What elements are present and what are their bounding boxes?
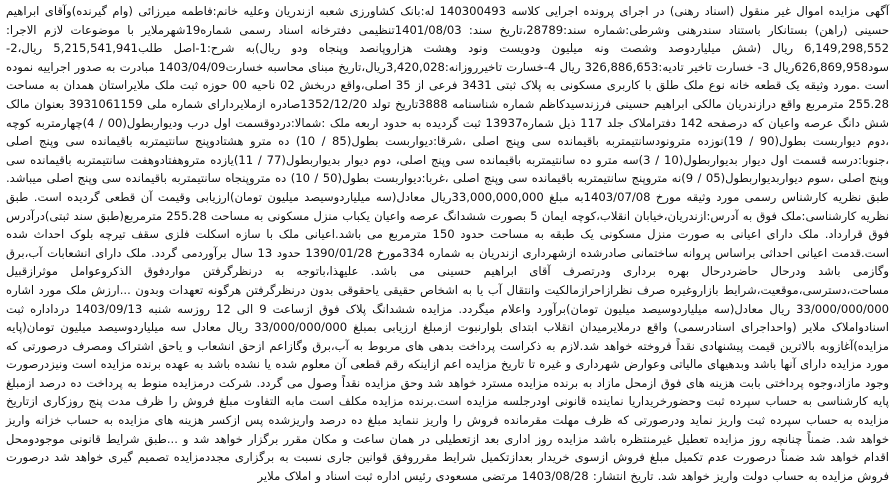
auction-notice-text: آگهی مزایده اموال غیر منقول (اسناد رهنی) در اجرای پرونده اجرایی کلاسه 140300493 له:بانک کشاورزی شعبه ازندریان وعلیه خانم:فاطمه میرزائی (وام گیرنده)وآقای ابراهیم حسینی (راهن) بستانکار باستناد سندرهنی وشرطی:شماره سند:28789،تاریخ سند: 1401/08/03تنظیمی دفترخانه اسناد رسمی شماره19شهرملایر با موضوعات لازم الاجرا: 6,149,298,552 ریال (شش میلیاردوصد وشصت ونه میلیون ودویست ونود وهشت هزاروپانصد وپنجاه ودو ریال)به شرح:1-اصل طلب5,215,541,941 ریال،2- سود626,869,958ریال 3- خسارت تاخیر تادیه:326,886,653 ریال 4-خسارت تاخیرروزانه:3,420,028ریال،تاریخ مبنای محاسبه خسارت1403/04/09 مبادرت به صدور اجراییه نموده است .مورد وثیقه یک قطعه خانه نوع ملک طلق با کاربری مسکونی به پلاک ثبتی 3431 فرعی از 35 اصلی،واقع دربخش 02 ناحیه 00 حوزه ثبت ملک ملایراستان همدان به مساحت 255.28 مترمربع واقع درازندریان مالکی ابراهیم حسینی فرزندسیدکاظم شماره شناسنامه 3888تاریخ تولد 1352/12/20صادره ازملایردارای شماره ملی 3931061159 بعنوان مالک شش دانگ عرصه واعیان که درصفحه 142 دفتراملاک جلد 117 ذیل شماره13937 ثبت گردیده به حدود اربعه ملک :شمالا:دردوقسمت اول درب وديواربطول(00 / 4)چهارمتربه كوچه ،دوم ديواربست بطول(90 / 19)نوزده مترونودسانتیمتربه باقیمانده سی وپنج اصلی ،شرقا:دیواربست بطول(85 / 10) ده مترو هشتادوپنج سانتیمتربه باقیمانده سی وپنج اصلی ،جنوبا:درسه قسمت اول دیوار بدیواربطول(10 / 3)سه مترو ده سانتیمتربه باقیمانده سی وپنج اصلی، دوم دیوار بدیواربطول(77 / 11)یازده متروهفتادوهفت سانتیمتربه باقیمانده سی وپنج اصلی ،سوم دیواربدیواربطول(05 / 9)نه متروپنج سانتیمتربه باقیمانده سی وپنج اصلی ،غربا:دیواربست بطول(50 / 10) ده متروپنجاه سانتیمتربه باقیمانده سی وپنج اصلی میباشد. طبق نظریه کارشناس رسمی مورد وثیقه مورخ 1403/07/08به مبلغ 33,000,000,000ریال معادل(سه میلیاردوسیصد میلیون تومان)ارزیابی وقیمت آن قطعی گردیده است. طبق نظریه کارشناسی:ملک فوق به آدرس:ازندریان،خیابان انقلاب،کوچه ایمان 5 بصورت ششدانگ عرصه واعیان یکباب منزل مسکونی به مساحت 255.28 مترمربع(طبق سند ثبتی)درآدرس فوق قرارداد. ملک دارای اعیانی به صورت منزل مسکونی یک طبقه به مساحت حدود 150 مترمربع می باشد.اعیانی ملک با سازه اسکلت فلزی سقف تیرچه بلوک احداث شده است.قدمت اعیانی احداثی براساس پروانه ساختمانی صادرشده ازشهرداری ازندریان به شماره 334مورخ 1390/01/28 حدود 13 سال برآوردمی گردد. ملک دارای انشعابات آب،برق وگازمی باشد ودرحال حاضردرحال بهره برداری ودرتصرف آقای ابراهیم حسینی می باشد. علیهذا،باتوجه به درنظرگرفتن مواردفوق الذکروعوامل موثرازقبیل مساحت،دسترسی،موقعیت،شرایط بازاروغیره صرف نظرازاحرازمالکیت وانتقال آب یا به اشخاص حقیقی یاحقوقی بدون درنظرگرفتن هرگونه تعهدات وبدون ...ارزش ملک مورد اشاره 33/000/000/000 ریال معادل(سه میلیاردوسیصد میلیون تومان)برآورد واعلام میگردد. مزایده ششدانگ پلاک فوق ازساعت 9 الی 12 روزسه شنبه 1403/09/13 درداداره ثبت اسنادواملاک ملایر (واحداجرای اسنادرسمی) واقع درملایرمیدان انقلاب ابتدای بلوارنبوت ازمبلغ ارزیابی بمبلغ 33/000/000/000 ریال معادل سه میلیاردوسیصد میلیون تومان(پایه مزایده)آغازوبه بالاترین قیمت پیشنهادی نقداً فروخته خواهد شد.لازم به ذکراست پرداخت بدهی های مربوط به آب،برق وگازاعم ازحق انشعاب و یاحق اشتراک ومصرف درصورتی که مورد مزایده دارای آنها باشد وبدهیهای مالیاتی وعوارض شهرداری و غیره تا تاریخ مزایده اعم ازاینکه رقم قطعی آن معلوم شده یا نشده باشد به عهده برنده مزایده است ونیزدرصورت وجود مازاد،وجوه پرداختی بابت هزینه های فوق ازمحل مازاد به برنده مزایده مسترد خواهد شد وحق مزایده نقداً وصول می گردد. شرکت درمزایده منوط به پرداخت ده درصد ازمبلغ پایه کارشناسی به حساب سپرده ثبت وحضورخریداریا نماینده قانونی اودرجلسه مزایده است.برنده مزایده مکلف است مابه التفاوت مبلغ فروش را ظرف مدت پنج روزکاری ازتاریخ مزایده به حساب سپرده ثبت واریز نماید ودرصورتی که ظرف مهلت مقرمانده فروش را واریز ننماید مبلغ ده درصد واریزشده پس ازکسر هزینه های مزایده به حساب خزانه واریز خواهد شد. ضمناً چنانچه روز مزایده تعطیل غیرمنتظره باشد مزایده روز اداری بعد ازتعطیلی در همان ساعت و مکان مقرر برگزار خواهد شد و ...طبق شرایط قانونی موجودومحل اقدام خواهد شد ضمناً درصورت عدم تکمیل مبلغ فروش ازسوی خریدار بعدازتکمیل شرایط مقرروفق قوانین جاری نسبت به برگزاری مجددمزایده تصمیم گیری خواهد شد درصورت فروش مزایده به حساب دولت واریز خواهد شد. تاریخ انتشار: 1403/08/28 مرتضی مسعودی رئیس اداره ثبت اسناد و املاک ملایر [6,4,890,483]
